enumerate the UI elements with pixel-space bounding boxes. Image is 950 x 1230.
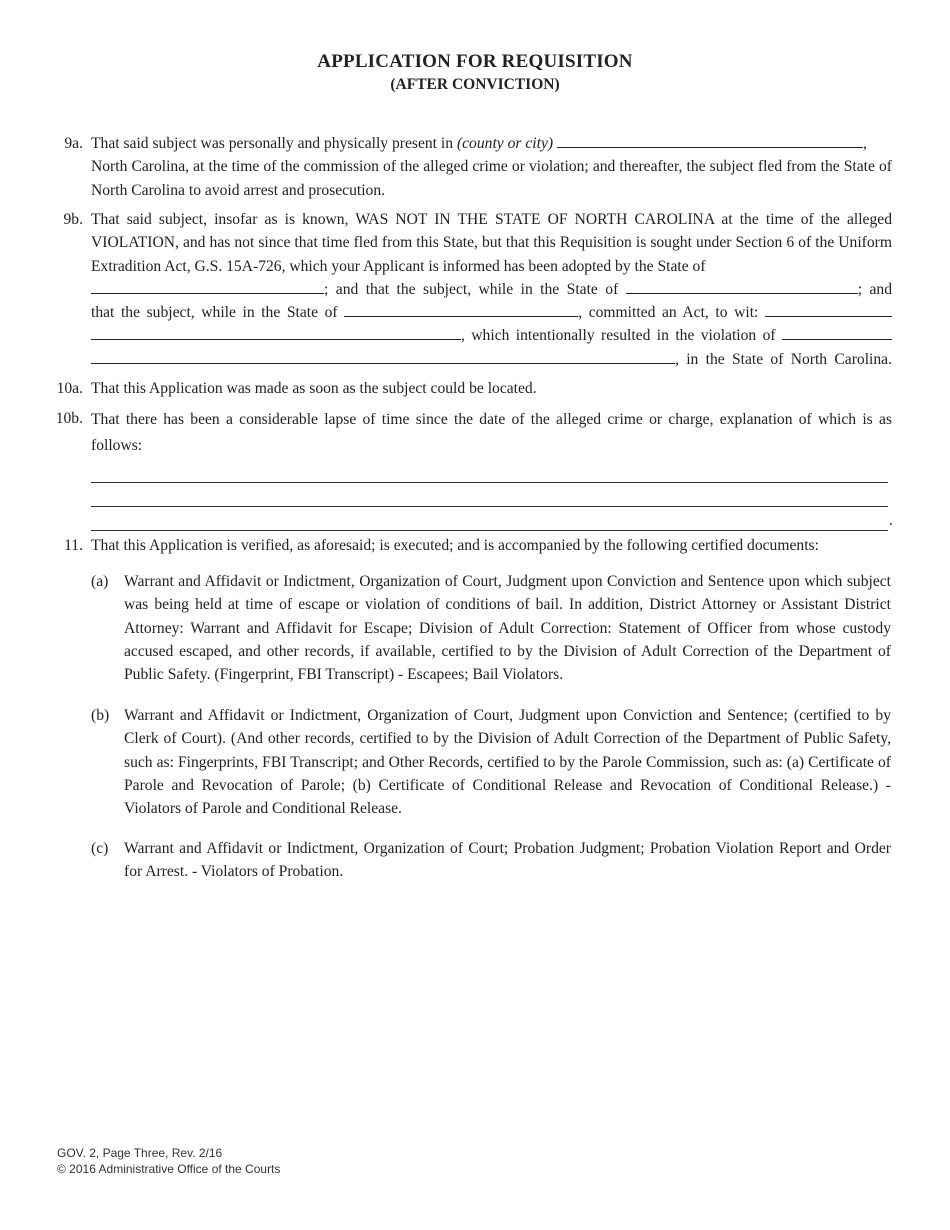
item-11 [50,534,892,557]
item-number: 10a. [56,380,83,397]
violation-field-continued[interactable] [91,348,675,364]
subject-state-field-2[interactable] [344,301,578,317]
list-text: Warrant and Affidavit or Indictment, Organization of Court, Judgment upon Conviction and Sentence; (certified to by Clerk of Court). (And other records, certified to by the Division of Adult Correction of the Department of Public Safety, such as: Fingerprints, FBI Transcript; and Other Records, certified to by the Parole Commission, such as: (a) Certificate of Parole and Revocation of Parole; (b) Certificate of Conditional Release and Revocation of Conditional Release.) - Violators of Parole and Conditional Release. [124,707,891,818]
subject-state-field[interactable] [626,278,858,294]
explanation-line-1[interactable] [91,459,888,483]
item-number: 11. [64,537,83,554]
list-text: Warrant and Affidavit or Indictment, Organization of Court, Judgment upon Conviction and Sentence upon which subject was being held at time of escape or violation of conditions of bail. In addition, District Attorney or Assistant District Attorney: Warrant and Affidavit for Escape; Division of Adult Correction: Statement of Officer from whose custody accused escaped, and other records, if available, certified to by the Division of Adult Correction of the Department of Public Safety. (Fingerprint, FBI Transcript) - Escapees; Bail Violators. [124,573,891,684]
item-text: North Carolina, at the time of the commission of the alleged crime or violation; and thereafter, the subject fled from the State of North Carolina to avoid arrest and prosecution. [91,158,892,199]
copyright: © 2016 Administrative Office of the Courts [57,1162,281,1176]
act-field[interactable] [765,301,892,317]
page-footer [57,1145,280,1177]
list-label: (b) [91,707,110,724]
explanation-line-3[interactable]: . [91,507,888,531]
item-number: 10b. [55,410,83,427]
item-text: That this Application was made as soon as the subject could be located. [91,380,537,397]
form-title: APPLICATION FOR REQUISITION [317,51,633,72]
item-text: That said subject, insofar as is known, WAS NOT IN THE STATE OF NORTH CAROLINA at the time of the alleged VIOLATION, and has not since that time fled from this State, but that this Requisition is sought under Section 6 of the Uniform Extradition Act, G.S. 15A-726, which your Applicant is informed has been adopted by the State of [91,211,892,275]
form-subtitle: (AFTER CONVICTION) [390,76,560,93]
field-hint: (county or city) [456,135,554,152]
list-label: (a) [91,573,109,590]
adopting-state-field[interactable] [91,278,324,294]
item-text: That said subject was personally and physically present in [91,135,454,152]
item-text: That there has been a considerable lapse of time since the date of the alleged crime or charge, explanation of which is as follows: [91,411,892,454]
document-list-item-b [91,704,891,820]
item-number: 9b. [63,211,83,228]
form-number: GOV. 2, Page Three, Rev. 2/16 [57,1146,223,1160]
explanation-line-2[interactable] [91,483,888,507]
list-text: Warrant and Affidavit or Indictment, Organization of Court; Probation Judgment; Probation Violation Report and Order for Arrest. - Violators of Probation. [124,840,891,881]
list-label: (c) [91,840,109,857]
act-field-continued[interactable] [91,324,461,340]
item-number: 9a. [64,135,83,152]
item-9b: 9b. That said subject, insofar as is known, WAS NOT IN THE STATE OF NORTH CAROLINA at the time of the alleged VIOLATION, and has not since that time fled from this State, but that this Requisition is sought under Section 6 of the Uniform Extradition Act, G.S. 15A-726, which your Applicant is informed has been adopted by the State of ; and that the subject, while in the State of ; and that the subject, while in the State of , committed an Act, to wit: , which intentionally resulted in the violation of , in the State of North Carolina. [50,208,892,371]
item-9a: 9a. That said subject was personally and physically present in (county or city) , North Carolina, at the time of the commission of the alleged crime or violation; and thereafter, the subject fled from the State of North Carolina to avoid arrest and prosecution. [50,132,892,202]
item-10a [50,377,892,400]
violation-field[interactable] [782,324,892,340]
document-list-item-a [91,570,891,686]
document-list-item-c [91,837,891,884]
item-text: That this Application is verified, as aforesaid; is executed; and is accompanied by the following certified documents: [91,537,819,554]
item-10b [50,407,892,531]
county-or-city-field[interactable] [557,132,863,148]
